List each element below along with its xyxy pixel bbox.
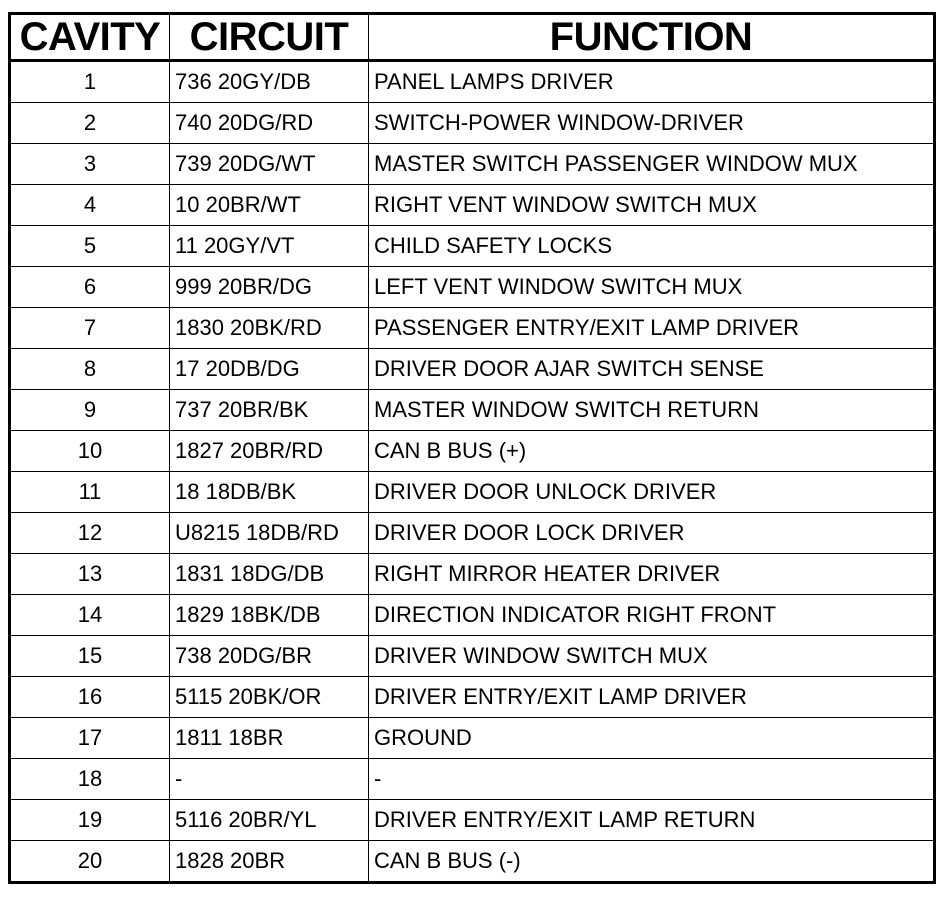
function-cell: DRIVER WINDOW SWITCH MUX	[369, 636, 935, 677]
function-cell: GROUND	[369, 718, 935, 759]
function-cell: PANEL LAMPS DRIVER	[369, 61, 935, 103]
table-row	[10, 718, 935, 759]
function-cell: MASTER WINDOW SWITCH RETURN	[369, 390, 935, 431]
table-row	[10, 554, 935, 595]
cavity-cell: 18	[10, 759, 170, 800]
function-cell: DRIVER DOOR LOCK DRIVER	[369, 513, 935, 554]
function-cell: PASSENGER ENTRY/EXIT LAMP DRIVER	[369, 308, 935, 349]
table-row	[10, 595, 935, 636]
circuit-cell: 11 20GY/VT	[170, 226, 369, 267]
cavity-cell: 8	[10, 349, 170, 390]
table-row	[10, 267, 935, 308]
circuit-cell: 1828 20BR	[170, 841, 369, 883]
table-row	[10, 800, 935, 841]
table-row	[10, 513, 935, 554]
table-row	[10, 308, 935, 349]
circuit-cell: 739 20DG/WT	[170, 144, 369, 185]
cavity-cell: 5	[10, 226, 170, 267]
table-row	[10, 226, 935, 267]
circuit-cell: 18 18DB/BK	[170, 472, 369, 513]
cavity-cell: 9	[10, 390, 170, 431]
table-row	[10, 431, 935, 472]
circuit-cell: 1831 18DG/DB	[170, 554, 369, 595]
cavity-cell: 6	[10, 267, 170, 308]
table-row	[10, 472, 935, 513]
cavity-cell: 1	[10, 61, 170, 103]
cavity-cell: 12	[10, 513, 170, 554]
circuit-cell: 1811 18BR	[170, 718, 369, 759]
function-cell: LEFT VENT WINDOW SWITCH MUX	[369, 267, 935, 308]
circuit-cell: 737 20BR/BK	[170, 390, 369, 431]
header-function: FUNCTION	[369, 14, 935, 61]
circuit-cell: 1829 18BK/DB	[170, 595, 369, 636]
header-cavity: CAVITY	[10, 14, 170, 61]
circuit-cell: 738 20DG/BR	[170, 636, 369, 677]
circuit-cell: 5115 20BK/OR	[170, 677, 369, 718]
connector-pinout-table	[8, 12, 936, 884]
cavity-cell: 13	[10, 554, 170, 595]
circuit-cell: U8215 18DB/RD	[170, 513, 369, 554]
table-row	[10, 103, 935, 144]
table-row	[10, 144, 935, 185]
circuit-cell: 1827 20BR/RD	[170, 431, 369, 472]
cavity-cell: 20	[10, 841, 170, 883]
table-row	[10, 349, 935, 390]
function-cell: RIGHT MIRROR HEATER DRIVER	[369, 554, 935, 595]
function-cell: CAN B BUS (+)	[369, 431, 935, 472]
cavity-cell: 11	[10, 472, 170, 513]
circuit-cell: 736 20GY/DB	[170, 61, 369, 103]
table-body	[10, 61, 935, 883]
function-cell: DRIVER DOOR AJAR SWITCH SENSE	[369, 349, 935, 390]
circuit-cell: 10 20BR/WT	[170, 185, 369, 226]
function-cell: DRIVER ENTRY/EXIT LAMP DRIVER	[369, 677, 935, 718]
function-cell: CAN B BUS (-)	[369, 841, 935, 883]
cavity-cell: 2	[10, 103, 170, 144]
function-cell: CHILD SAFETY LOCKS	[369, 226, 935, 267]
cavity-cell: 14	[10, 595, 170, 636]
table-row	[10, 841, 935, 883]
function-cell: RIGHT VENT WINDOW SWITCH MUX	[369, 185, 935, 226]
table-row	[10, 61, 935, 103]
cavity-cell: 10	[10, 431, 170, 472]
circuit-cell: 1830 20BK/RD	[170, 308, 369, 349]
table-row	[10, 185, 935, 226]
table-row	[10, 677, 935, 718]
table-row	[10, 759, 935, 800]
circuit-cell: 17 20DB/DG	[170, 349, 369, 390]
header-circuit: CIRCUIT	[170, 14, 369, 61]
cavity-cell: 7	[10, 308, 170, 349]
circuit-cell: 740 20DG/RD	[170, 103, 369, 144]
cavity-cell: 16	[10, 677, 170, 718]
circuit-cell: 5116 20BR/YL	[170, 800, 369, 841]
function-cell: DRIVER ENTRY/EXIT LAMP RETURN	[369, 800, 935, 841]
function-cell: MASTER SWITCH PASSENGER WINDOW MUX	[369, 144, 935, 185]
function-cell: SWITCH-POWER WINDOW-DRIVER	[369, 103, 935, 144]
cavity-cell: 17	[10, 718, 170, 759]
cavity-cell: 19	[10, 800, 170, 841]
header-row	[10, 14, 935, 61]
table-row	[10, 390, 935, 431]
table-row	[10, 636, 935, 677]
function-cell: -	[369, 759, 935, 800]
circuit-cell: -	[170, 759, 369, 800]
function-cell: DRIVER DOOR UNLOCK DRIVER	[369, 472, 935, 513]
cavity-cell: 4	[10, 185, 170, 226]
circuit-cell: 999 20BR/DG	[170, 267, 369, 308]
cavity-cell: 3	[10, 144, 170, 185]
function-cell: DIRECTION INDICATOR RIGHT FRONT	[369, 595, 935, 636]
cavity-cell: 15	[10, 636, 170, 677]
